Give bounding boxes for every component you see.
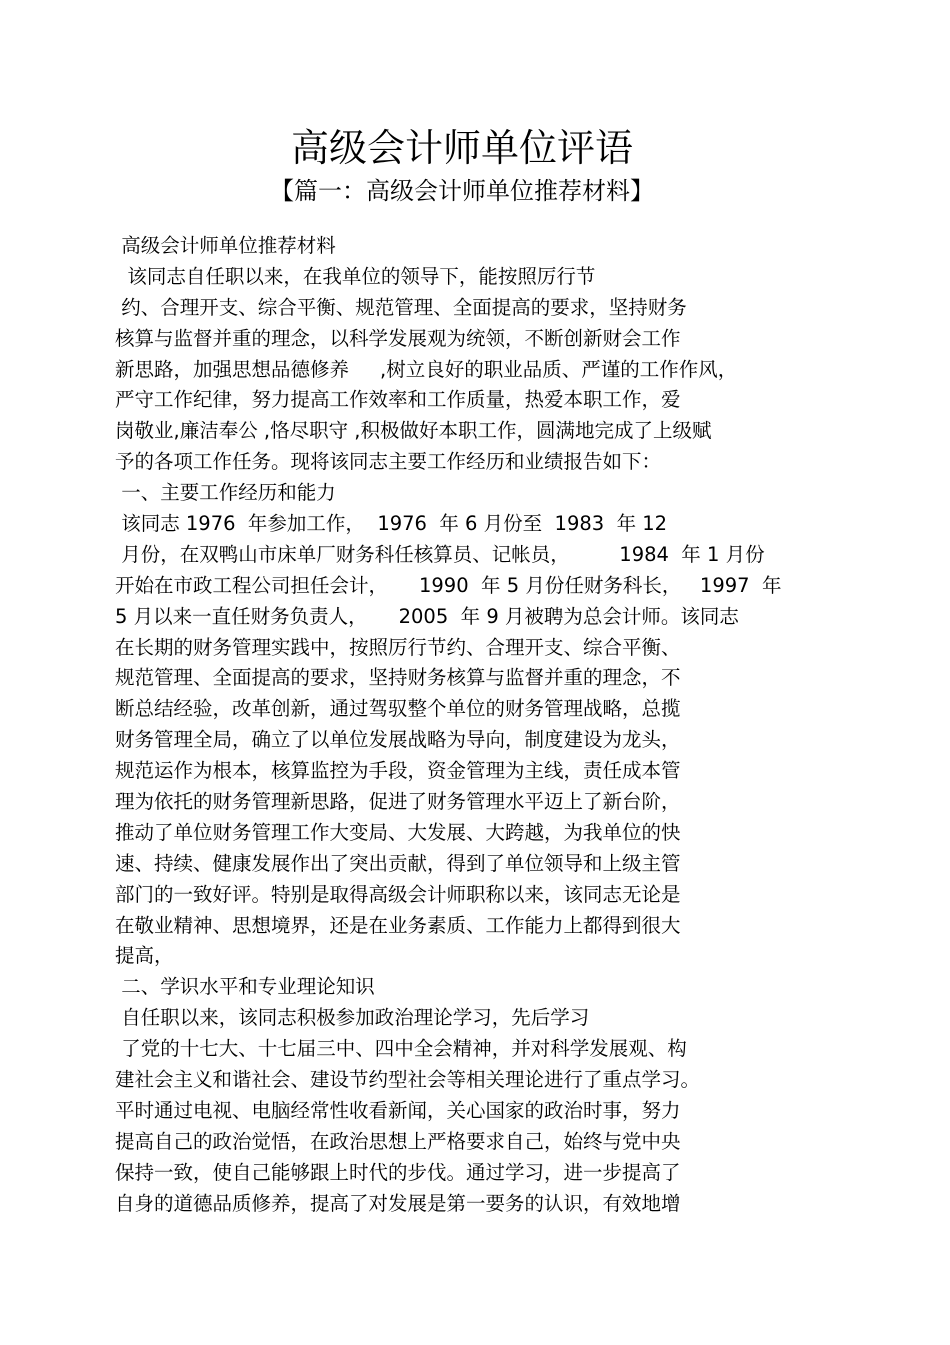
text-line: 该同志自任职以来，在我单位的领导下，能按照厉行节: [115, 264, 596, 288]
text-line: 提高自己的政治觉悟，在政治思想上严格要求自己，始终与党中央: [115, 1129, 681, 1153]
text-line: 保持一致，使自己能够跟上时代的步伐。通过学习，进一步提高了: [115, 1160, 681, 1184]
text-line: 在敬业精神、思想境界，还是在业务素质、工作能力上都得到很大: [115, 913, 681, 937]
text-line: 财务管理全局，确立了以单位发展战略为导向，制度建设为龙头，: [115, 728, 681, 752]
text-line: 核算与监督并重的理念，以科学发展观为统领，不断创新财会工作: [115, 326, 681, 350]
text-line: 自身的道德品质修养，提高了对发展是第一要务的认识，有效地增: [115, 1191, 681, 1215]
text-line: 推动了单位财务管理工作大变局、大发展、大跨越，为我单位的快: [115, 820, 681, 844]
text-line: 断总结经验，改革创新，通过驾驭整个单位的财务管理战略，总揽: [115, 697, 681, 721]
text-line: 该同志 1976 年参加工作， 1976 年 6 月份至 1983 年 12: [115, 512, 668, 536]
text-line: 在长期的财务管理实践中，按照厉行节约、合理开支、综合平衡、: [115, 635, 681, 659]
text-line: 规范运作为根本，核算监控为手段，资金管理为主线，责任成本管: [115, 759, 681, 783]
text-line: 自任职以来，该同志积极参加政治理论学习，先后学习: [115, 1006, 590, 1030]
section-heading: 二、学识水平和专业理论知识: [115, 975, 375, 999]
text-line: 部门的一致好评。特别是取得高级会计师职称以来，该同志无论是: [115, 882, 681, 906]
text-line: 了党的十七大、十七届三中、四中全会精神，并对科学发展观、构: [115, 1037, 687, 1061]
text-line: 月份，在双鸭山市床单厂财务科任核算员、记帐员， 1984 年 1 月份: [115, 542, 765, 566]
text-line: 严守工作纪律，努力提高工作效率和工作质量，热爱本职工作，爱: [115, 388, 681, 412]
text-line: 高级会计师单位推荐材料: [115, 234, 336, 257]
text-line: 建社会主义和谐社会、建设节约型社会等相关理论进行了重点学习。: [115, 1068, 701, 1092]
text-line: 岗敬业,廉洁奉公 ,恪尽职守 ,积极做好本职工作，圆满地完成了上级赋: [115, 419, 712, 443]
section-heading: 一、主要工作经历和能力: [115, 481, 336, 505]
text-line: 5 月以来一直任财务负责人， 2005 年 9 月被聘为总会计师。该同志: [115, 604, 739, 628]
page-subtitle: 【篇一：高级会计师单位推荐材料】: [270, 177, 654, 205]
text-line: 开始在市政工程公司担任会计， 1990 年 5 月份任财务科长， 1997 年: [115, 573, 782, 597]
text-line: 约、合理开支、综合平衡、规范管理、全面提高的要求，坚持财务: [115, 295, 687, 319]
text-line: 予的各项工作任务。现将该同志主要工作经历和业绩报告如下：: [115, 450, 662, 474]
page-title: 高级会计师单位评语: [290, 126, 633, 170]
text-line: 新思路，加强思想品德修养 ,树立良好的职业品质、严谨的工作作风，: [115, 357, 738, 381]
text-line: 理为依托的财务管理新思路，促进了财务管理水平迈上了新台阶，: [115, 790, 681, 814]
body-text: [0, 231, 950, 1220]
text-line: 速、持续、健康发展作出了突出贡献，得到了单位领导和上级主管: [115, 851, 681, 875]
text-line: 平时通过电视、电脑经常性收看新闻，关心国家的政治时事，努力: [115, 1098, 681, 1122]
text-line: 提高，: [115, 944, 174, 968]
text-line: 规范管理、全面提高的要求，坚持财务核算与监督并重的理念，不: [115, 666, 681, 690]
